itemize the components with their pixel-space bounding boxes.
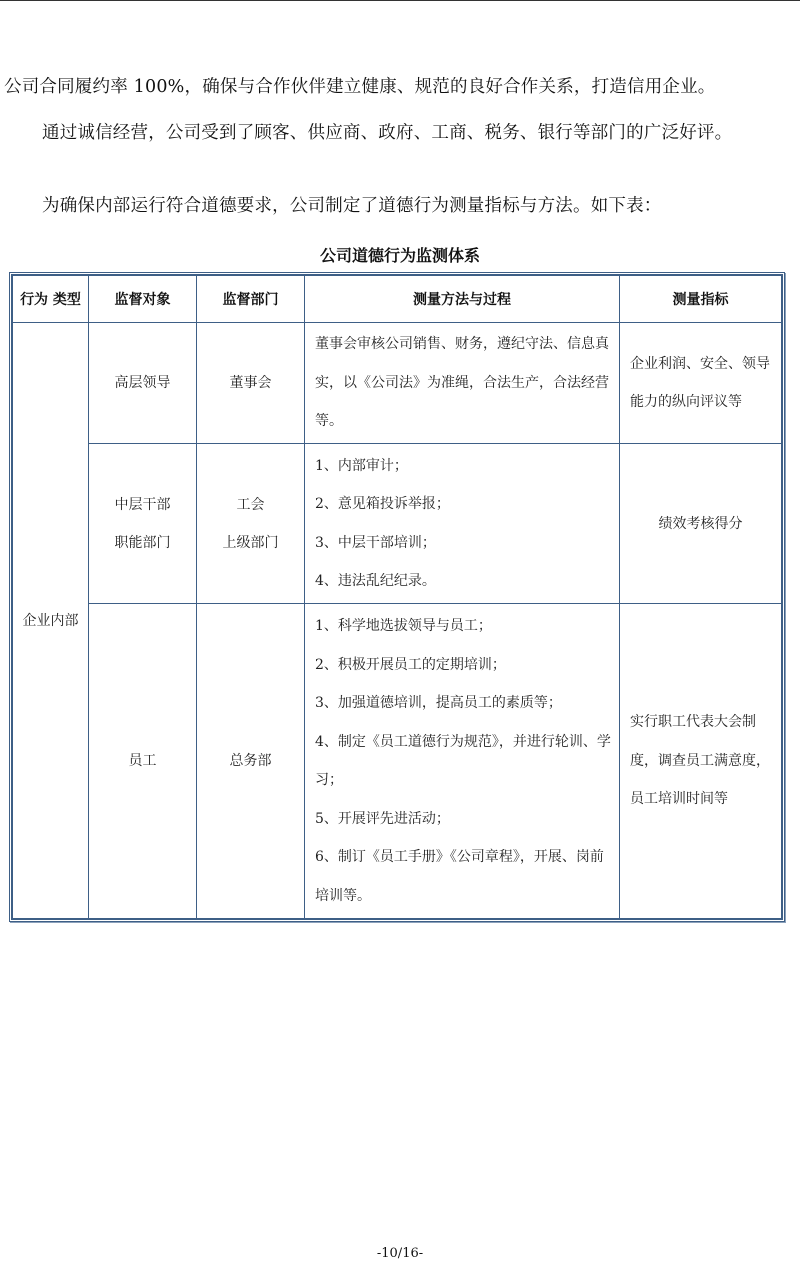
method-item: 1、内部审计； [315, 457, 408, 474]
table-row [13, 444, 782, 604]
method-text: 董事会审核公司销售、财务，遵纪守法、信息真实，以《公司法》为准绳，合法生产，合法经营等。 [315, 336, 609, 430]
object-cell [89, 604, 197, 919]
paragraph-table-intro: 为确保内部运行符合道德要求，公司制定了道德行为测量指标与方法。如下表： [42, 196, 662, 216]
method-item: 2、意见箱投诉举报； [315, 496, 450, 512]
department-cell [197, 444, 305, 604]
department-cell [197, 604, 305, 919]
header-supervising-department: 监督部门 [197, 276, 305, 323]
header-supervised-object: 监督对象 [89, 276, 197, 323]
method-cell [305, 323, 620, 444]
top-rule [0, 0, 800, 1]
paragraph-integrity: 通过诚信经营，公司受到了顾客、供应商、政府、工商、税务、银行等部门的广泛好评。 [42, 123, 733, 143]
method-item: 3、加强道德培训，提高员工的素质等； [315, 695, 562, 711]
method-item: 1、科学地选拔领导与员工； [315, 618, 492, 634]
header-measurement-method: 测量方法与过程 [305, 276, 620, 323]
method-item: 4、违法乱纪纪录。 [315, 573, 436, 589]
header-measurement-indicator: 测量指标 [620, 276, 782, 323]
method-cell [305, 444, 620, 604]
object-line: 职能部门 [114, 534, 171, 551]
header-behavior-type: 行为 类型 [13, 276, 89, 323]
indicator-text: 实行职工代表大会制度，调查员工满意度，员工培训时间等 [630, 714, 770, 808]
department-cell [197, 323, 305, 444]
method-item: 5、开展评先进活动； [315, 810, 450, 827]
paragraph-contract-rate: 公司合同履约率 100%，确保与合作伙伴建立健康、规范的良好合作关系，打造信用企业。 [4, 77, 716, 97]
category-cell: 企业内部 [13, 323, 89, 919]
object-line: 员工 [128, 753, 157, 769]
indicator-text: 企业利润、安全、领导能力的纵向评议等 [630, 355, 770, 410]
table-header-row [13, 276, 782, 323]
object-cell [89, 444, 197, 604]
object-cell [89, 323, 197, 444]
department-line: 上级部门 [222, 534, 279, 551]
object-line: 高层领导 [114, 375, 171, 391]
indicator-cell [620, 444, 782, 604]
object-line: 中层干部 [114, 496, 171, 513]
indicator-cell [620, 323, 782, 444]
method-cell [305, 604, 620, 919]
table-caption: 公司道德行为监测体系 [319, 246, 480, 265]
department-line: 总务部 [229, 753, 272, 769]
ethics-monitoring-table [12, 275, 782, 919]
page-number: -10/16- [376, 1246, 424, 1261]
indicator-text: 绩效考核得分 [658, 515, 743, 532]
department-line: 董事会 [229, 375, 272, 391]
table-row [13, 323, 782, 444]
ethics-table-frame [9, 272, 785, 922]
department-line: 工会 [236, 496, 265, 513]
indicator-cell [620, 604, 782, 919]
method-item: 4、制定《员工道德行为规范》，并进行轮训、学习； [315, 733, 611, 788]
table-row [13, 604, 782, 919]
method-item: 3、中层干部培训； [315, 534, 436, 551]
method-item: 6、制订《员工手册》《公司章程》，开展、岗前培训等。 [315, 849, 604, 904]
method-item: 2、积极开展员工的定期培训； [315, 656, 506, 673]
